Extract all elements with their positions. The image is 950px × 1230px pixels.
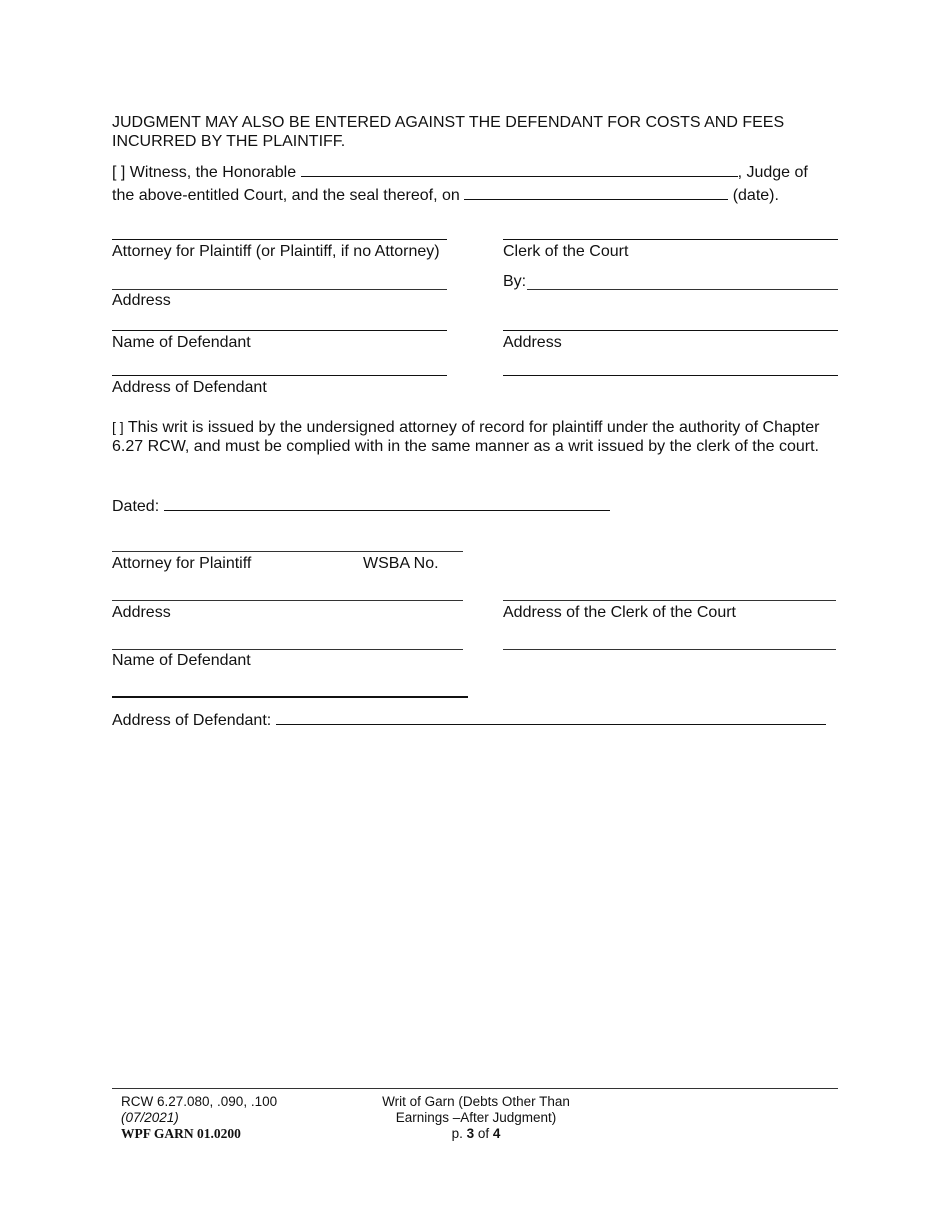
writ-statement-text: This writ is issued by the undersigned attorney of record for plaintiff under the authority of Chapter 6.27 RCW, and must be complied with in the same manner as a writ issued by the clerk of the court. bbox=[112, 419, 820, 455]
seal-date-field[interactable] bbox=[464, 185, 728, 200]
defendant-name-label: Name of Defendant bbox=[112, 334, 251, 351]
writ-statement bbox=[112, 418, 847, 456]
clerk-address-label: Address bbox=[503, 334, 562, 351]
attorney-address-line[interactable] bbox=[112, 289, 447, 290]
attorney-signature-line-2[interactable] bbox=[112, 551, 463, 552]
attorney-address-line-2[interactable] bbox=[112, 600, 463, 601]
footer-center bbox=[376, 1094, 576, 1142]
clerk-court-address-line[interactable] bbox=[503, 600, 836, 601]
attorney-address-label: Address bbox=[112, 292, 171, 309]
defendant-address-label: Address of Defendant bbox=[112, 379, 267, 396]
footer-page-number: p. 3 of 4 bbox=[451, 1126, 501, 1141]
defendant-name-line[interactable] bbox=[112, 330, 447, 331]
clerk-court-address-line-2[interactable] bbox=[503, 649, 836, 650]
footer-title-1: Writ of Garn (Debts Other Than bbox=[382, 1094, 570, 1109]
clerk-signature-line[interactable] bbox=[503, 239, 838, 240]
attorney-signature-line[interactable] bbox=[112, 239, 447, 240]
footer-title-2: Earnings –After Judgment) bbox=[395, 1110, 557, 1125]
clerk-court-address-label: Address of the Clerk of the Court bbox=[503, 604, 736, 621]
attorney-address-label-2: Address bbox=[112, 604, 171, 621]
footer-form-id: WPF GARN 01.0200 bbox=[121, 1126, 241, 1141]
attorney-label: Attorney for Plaintiff (or Plaintiff, if no Attorney) bbox=[112, 243, 440, 260]
footer-rcw: RCW 6.27.080, .090, .100 bbox=[121, 1094, 278, 1109]
footer-rule bbox=[112, 1088, 838, 1089]
witness-checkbox[interactable]: [ ] bbox=[112, 164, 126, 181]
seal-date-suffix: (date). bbox=[732, 187, 779, 204]
defendant-address-line-2 bbox=[112, 710, 826, 730]
by-label: By: bbox=[503, 273, 527, 290]
judge-name-field[interactable] bbox=[301, 162, 738, 177]
clerk-label: Clerk of the Court bbox=[503, 243, 629, 260]
writ-checkbox[interactable]: [ ] bbox=[112, 419, 124, 435]
judgment-notice: JUDGMENT MAY ALSO BE ENTERED AGAINST THE DEFENDANT FOR COSTS AND FEES INCURRED BY THE PLAINTIFF. bbox=[112, 114, 785, 150]
witness-line bbox=[112, 162, 808, 182]
witness-suffix: , Judge of bbox=[737, 164, 808, 181]
defendant-name-label-2: Name of Defendant bbox=[112, 652, 251, 669]
witness-prefix: Witness, the Honorable bbox=[129, 164, 297, 181]
clerk-address-line-2[interactable] bbox=[503, 375, 838, 376]
dated-field[interactable] bbox=[164, 496, 610, 511]
defendant-address-field[interactable] bbox=[276, 710, 826, 725]
defendant-name-line-2[interactable] bbox=[112, 649, 463, 650]
footer-date: (07/2021) bbox=[121, 1110, 179, 1125]
seal-date-prefix: the above-entitled Court, and the seal thereof, on bbox=[112, 187, 460, 204]
seal-date-line bbox=[112, 185, 779, 205]
dated-line bbox=[112, 496, 610, 516]
wsba-label: WSBA No. bbox=[363, 555, 439, 572]
defendant-extra-line[interactable] bbox=[112, 696, 468, 698]
footer-left bbox=[121, 1094, 277, 1142]
by-signature-line[interactable] bbox=[527, 289, 838, 290]
dated-label: Dated: bbox=[112, 498, 160, 515]
defendant-address-label-2: Address of Defendant: bbox=[112, 712, 272, 729]
clerk-address-line[interactable] bbox=[503, 330, 838, 331]
defendant-address-line[interactable] bbox=[112, 375, 447, 376]
attorney-label-2: Attorney for Plaintiff bbox=[112, 555, 252, 572]
